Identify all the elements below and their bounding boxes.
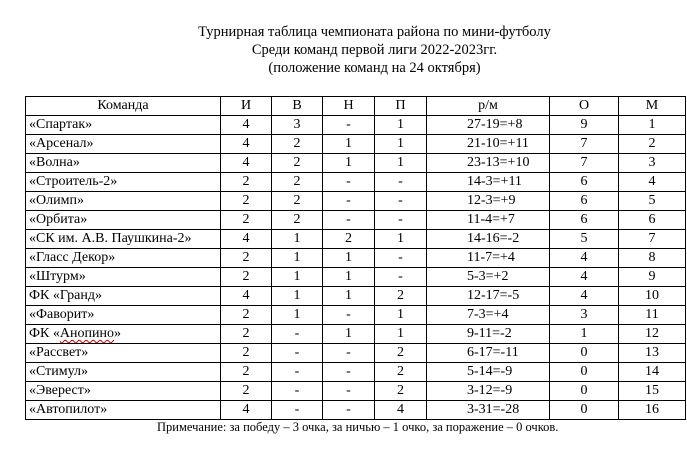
cell-losses: 4 [375, 401, 427, 420]
table-date-note: (положение команд на 24 октября) [268, 60, 481, 76]
cell-place: 9 [619, 268, 686, 287]
cell-losses: - [375, 173, 427, 192]
cell-wins: 2 [272, 154, 323, 173]
cell-games: 2 [221, 192, 272, 211]
header-wins: В [272, 97, 323, 116]
cell-place: 4 [619, 173, 686, 192]
cell-goals: 14-3=+11 [427, 173, 550, 192]
cell-place: 5 [619, 192, 686, 211]
cell-games: 2 [221, 268, 272, 287]
header-place: М [619, 97, 686, 116]
table-row [26, 173, 686, 192]
cell-draws: - [323, 173, 375, 192]
cell-team: «Гласс Декор» [26, 249, 221, 268]
header-row [26, 97, 686, 116]
cell-wins: - [272, 344, 323, 363]
cell-goals: 3-31=-28 [427, 401, 550, 420]
cell-wins: - [272, 325, 323, 344]
cell-wins: 1 [272, 249, 323, 268]
cell-games: 4 [221, 287, 272, 306]
cell-team: «Олимп» [26, 192, 221, 211]
cell-wins: 1 [272, 230, 323, 249]
cell-losses: 2 [375, 363, 427, 382]
cell-losses: 2 [375, 382, 427, 401]
cell-points: 1 [550, 325, 619, 344]
cell-team: «Рассвет» [26, 344, 221, 363]
table-row [26, 116, 686, 135]
cell-wins: - [272, 363, 323, 382]
cell-place: 2 [619, 135, 686, 154]
cell-draws: - [323, 192, 375, 211]
cell-goals: 9-11=-2 [427, 325, 550, 344]
cell-points: 0 [550, 363, 619, 382]
cell-draws: 1 [323, 325, 375, 344]
cell-games: 4 [221, 135, 272, 154]
cell-team: ФК «Гранд» [26, 287, 221, 306]
cell-losses: 1 [375, 116, 427, 135]
table-row [26, 306, 686, 325]
cell-wins: 3 [272, 116, 323, 135]
cell-goals: 6-17=-11 [427, 344, 550, 363]
table-row [26, 287, 686, 306]
table-body [26, 116, 686, 420]
cell-team: «Автопилот» [26, 401, 221, 420]
cell-games: 2 [221, 173, 272, 192]
cell-games: 2 [221, 325, 272, 344]
cell-team: «Строитель-2» [26, 173, 221, 192]
cell-draws: - [323, 401, 375, 420]
cell-points: 0 [550, 401, 619, 420]
header-losses: П [375, 97, 427, 116]
cell-goals: 12-17=-5 [427, 287, 550, 306]
cell-goals: 21-10=+11 [427, 135, 550, 154]
cell-draws: - [323, 344, 375, 363]
cell-team: «СК им. А.В. Паушкина-2» [26, 230, 221, 249]
spellcheck-mark: Анопино [59, 326, 114, 341]
table-row [26, 268, 686, 287]
cell-losses: 2 [375, 287, 427, 306]
cell-draws: - [323, 363, 375, 382]
cell-points: 7 [550, 154, 619, 173]
table-row [26, 363, 686, 382]
cell-losses: 1 [375, 325, 427, 344]
cell-wins: 1 [272, 268, 323, 287]
table-row [26, 344, 686, 363]
standings-table [25, 96, 686, 420]
cell-goals: 12-3=+9 [427, 192, 550, 211]
cell-points: 5 [550, 230, 619, 249]
cell-place: 13 [619, 344, 686, 363]
cell-losses: - [375, 249, 427, 268]
cell-draws: - [323, 116, 375, 135]
cell-place: 6 [619, 211, 686, 230]
cell-place: 3 [619, 154, 686, 173]
cell-draws: 1 [323, 154, 375, 173]
cell-wins: 2 [272, 192, 323, 211]
cell-games: 4 [221, 116, 272, 135]
cell-games: 2 [221, 382, 272, 401]
cell-games: 4 [221, 401, 272, 420]
table-subtitle: Среди команд первой лиги 2022-2023гг. [251, 42, 498, 58]
cell-wins: 1 [272, 306, 323, 325]
cell-place: 1 [619, 116, 686, 135]
table-row [26, 135, 686, 154]
header-draws: Н [323, 97, 375, 116]
cell-draws: 2 [323, 230, 375, 249]
cell-points: 3 [550, 306, 619, 325]
header-games: И [221, 97, 272, 116]
cell-games: 2 [221, 344, 272, 363]
cell-draws: - [323, 382, 375, 401]
cell-wins: 2 [272, 135, 323, 154]
cell-points: 4 [550, 249, 619, 268]
cell-games: 2 [221, 363, 272, 382]
cell-losses: 1 [375, 306, 427, 325]
cell-goals: 5-14=-9 [427, 363, 550, 382]
cell-goals: 3-12=-9 [427, 382, 550, 401]
cell-points: 6 [550, 211, 619, 230]
cell-points: 4 [550, 268, 619, 287]
table-row [26, 401, 686, 420]
table-row [26, 154, 686, 173]
cell-draws: 1 [323, 249, 375, 268]
cell-place: 16 [619, 401, 686, 420]
table-row [26, 249, 686, 268]
table-row [26, 230, 686, 249]
cell-games: 4 [221, 154, 272, 173]
cell-games: 2 [221, 249, 272, 268]
cell-losses: 1 [375, 230, 427, 249]
cell-games: 2 [221, 306, 272, 325]
cell-wins: - [272, 382, 323, 401]
cell-goals: 23-13=+10 [427, 154, 550, 173]
cell-place: 12 [619, 325, 686, 344]
cell-place: 11 [619, 306, 686, 325]
cell-losses: - [375, 268, 427, 287]
footnote: Примечание: за победу – 3 очка, за ничью – 1 очко, за поражение – 0 очков. [157, 420, 559, 434]
cell-losses: - [375, 211, 427, 230]
cell-losses: 1 [375, 154, 427, 173]
cell-team: «Штурм» [26, 268, 221, 287]
cell-points: 0 [550, 382, 619, 401]
header-points: О [550, 97, 619, 116]
cell-points: 7 [550, 135, 619, 154]
table-row [26, 192, 686, 211]
cell-draws: - [323, 211, 375, 230]
cell-place: 8 [619, 249, 686, 268]
header-goals: р/м [427, 97, 550, 116]
cell-team: «Спартак» [26, 116, 221, 135]
cell-place: 10 [619, 287, 686, 306]
cell-losses: 1 [375, 135, 427, 154]
cell-draws: - [323, 306, 375, 325]
cell-goals: 11-7=+4 [427, 249, 550, 268]
cell-points: 6 [550, 192, 619, 211]
cell-goals: 5-3=+2 [427, 268, 550, 287]
table-row [26, 325, 686, 344]
header-team: Команда [26, 97, 221, 116]
cell-place: 15 [619, 382, 686, 401]
cell-team: «Фаворит» [26, 306, 221, 325]
cell-draws: 1 [323, 135, 375, 154]
cell-team: «Эверест» [26, 382, 221, 401]
cell-games: 2 [221, 211, 272, 230]
cell-losses: - [375, 192, 427, 211]
cell-points: 4 [550, 287, 619, 306]
cell-place: 7 [619, 230, 686, 249]
table-row [26, 211, 686, 230]
cell-goals: 27-19=+8 [427, 116, 550, 135]
cell-team: ФК «Анопино» [26, 325, 221, 344]
cell-wins: 2 [272, 173, 323, 192]
cell-wins: 2 [272, 211, 323, 230]
cell-team: «Стимул» [26, 363, 221, 382]
cell-wins: 1 [272, 287, 323, 306]
cell-goals: 7-3=+4 [427, 306, 550, 325]
table-row [26, 382, 686, 401]
cell-team: «Орбита» [26, 211, 221, 230]
cell-points: 9 [550, 116, 619, 135]
cell-points: 0 [550, 344, 619, 363]
cell-points: 6 [550, 173, 619, 192]
cell-place: 14 [619, 363, 686, 382]
cell-losses: 2 [375, 344, 427, 363]
cell-draws: 1 [323, 268, 375, 287]
cell-team: «Волна» [26, 154, 221, 173]
cell-goals: 14-16=-2 [427, 230, 550, 249]
table-title: Турнирная таблица чемпионата района по мини-футболу [198, 24, 551, 40]
cell-team: «Арсенал» [26, 135, 221, 154]
cell-wins: - [272, 401, 323, 420]
cell-goals: 11-4=+7 [427, 211, 550, 230]
cell-games: 4 [221, 230, 272, 249]
cell-draws: 1 [323, 287, 375, 306]
